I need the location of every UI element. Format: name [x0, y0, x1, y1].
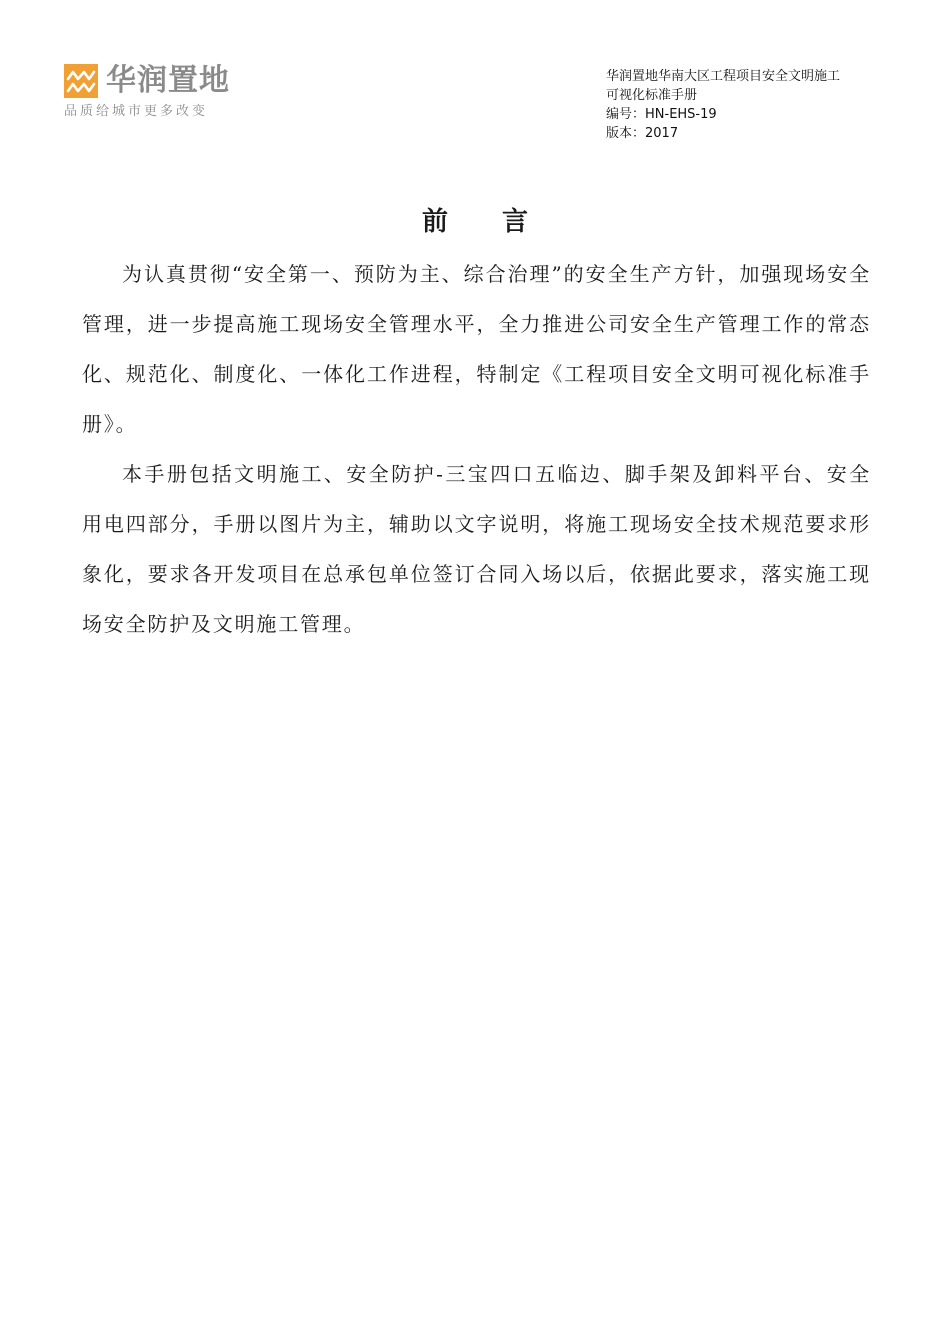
doc-version: 版本：2017 — [606, 126, 679, 141]
company-logo — [64, 62, 254, 124]
doc-title-line-1: 华润置地华南大区工程项目安全文明施工 — [606, 69, 841, 84]
preface-body — [82, 249, 871, 649]
doc-number: 编号：HN-EHS-19 — [606, 107, 717, 122]
preface-paragraph-1: 为认真贯彻“安全第一、预防为主、综合治理”的安全生产方针，加强现场安全管理，进一步提高施工现场安全管理水平，全力推进公司安全生产管理工作的常态化、规范化、制度化、一体化工作进程，特制定《工程项目安全文明可视化标准手册》。 — [82, 262, 871, 436]
document-info-block — [606, 67, 906, 143]
logo-company-name: 华润置地 — [106, 63, 230, 98]
crland-logo-icon — [64, 64, 98, 98]
page-title: 前言 — [421, 207, 582, 237]
doc-title-line-2: 可视化标准手册 — [606, 88, 698, 103]
preface-paragraph-2: 本手册包括文明施工、安全防护-三宝四口五临边、脚手架及卸料平台、安全用电四部分，手册以图片为主，辅助以文字说明，将施工现场安全技术规范要求形象化，要求各开发项目在总承包单位签订合同入场以后，依据此要求，落实施工现场安全防护及文明施工管理。 — [82, 462, 871, 636]
logo-slogan: 品质给城市更多改变 — [64, 104, 209, 119]
